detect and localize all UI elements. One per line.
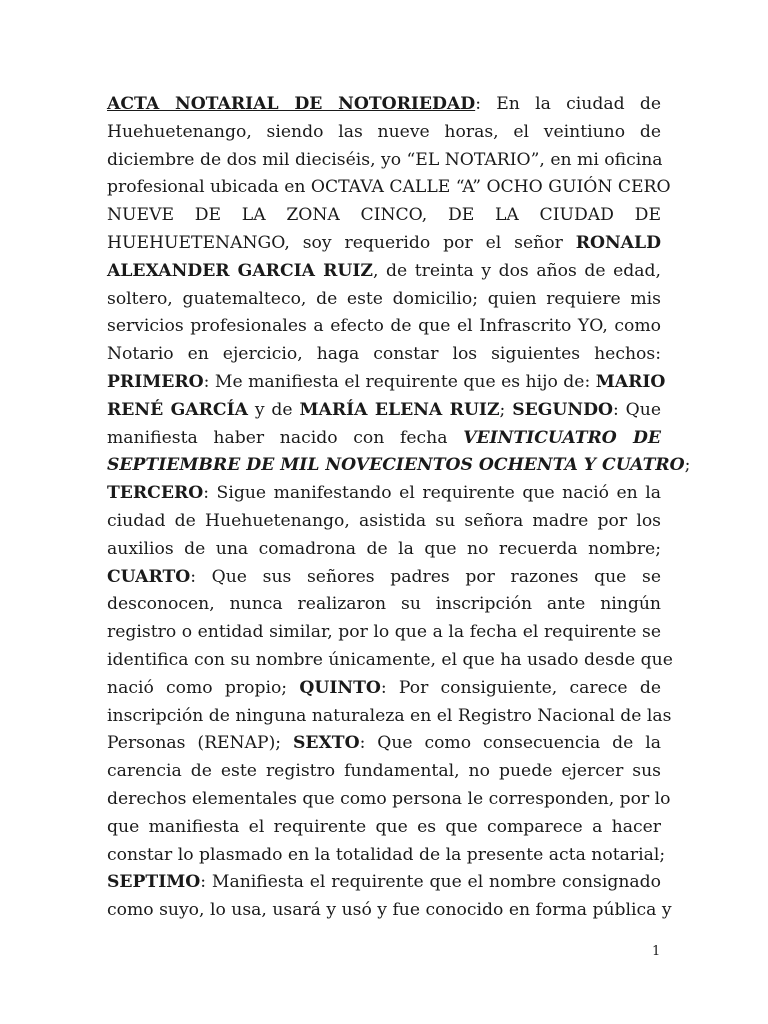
text-run: diciembre de dos mil dieciséis, yo “EL NOTARIO”, en mi oficina: [107, 149, 663, 170]
text-run: ;: [684, 455, 691, 476]
text-run: registro o entidad similar, por lo que a la fecha el requirente se: [107, 622, 661, 643]
text-run: : Me manifiesta el requirente que es hijo de:: [203, 371, 596, 392]
text-line: [107, 897, 672, 925]
emphasis-run: CUARTO: [107, 566, 191, 587]
text-run: : Por consiguiente, carece de: [380, 677, 661, 698]
text-run: constar lo plasmado en la totalidad de la presente acta notarial;: [107, 844, 666, 865]
text-run: auxilios de una comadrona de la que no recuerda nombre;: [107, 538, 661, 559]
emphasis-run: MARÍA ELENA RUIZ: [299, 399, 500, 420]
emphasis-run: SEPTIEMBRE DE MIL NOVECIENTOS OCHENTA Y CUATRO: [107, 455, 685, 476]
text-run: profesional ubicada en OCTAVA CALLE “A” OCHO GUIÓN CERO: [107, 177, 671, 198]
text-run: : Manifiesta el requirente que el nombre consignado: [200, 872, 661, 893]
emphasis-run: SEXTO: [292, 733, 360, 754]
text-run: soltero, guatemalteco, de este domicilio; quien requiere mis: [107, 288, 661, 309]
text-run: ;: [499, 399, 513, 420]
text-run: : Que sus señores padres por razones que se: [190, 566, 661, 587]
text-line: [107, 814, 661, 842]
text-run: HUEHUETENANGO, soy requerido por el señor: [107, 232, 576, 253]
text-run: y de: [247, 399, 300, 420]
text-run: NUEVE DE LA ZONA CINCO, DE LA CIUDAD DE: [107, 205, 661, 226]
text-line: [107, 591, 661, 619]
text-line: [107, 174, 671, 202]
text-run: derechos elementales que como persona le corresponden, por lo: [107, 788, 671, 809]
emphasis-run: SEPTIMO: [107, 872, 201, 893]
text-line: [107, 119, 661, 147]
emphasis-run: ALEXANDER GARCIA RUIZ: [107, 260, 373, 281]
text-line: [107, 536, 661, 564]
text-line: [107, 564, 661, 592]
text-line: [107, 313, 661, 341]
text-run: como suyo, lo usa, usará y usó y fue conocido en forma pública y: [107, 900, 672, 921]
text-run: manifiesta haber nacido con fecha: [107, 427, 464, 448]
text-run: : Que como consecuencia de la: [359, 733, 661, 754]
text-line: [107, 258, 661, 286]
emphasis-run: MARIO: [595, 371, 666, 392]
text-run: Notario en ejercicio, haga constar los siguientes hechos:: [107, 344, 661, 365]
text-line: [107, 508, 661, 536]
text-line: [107, 647, 673, 675]
text-line: [107, 452, 691, 480]
text-line: [107, 91, 661, 119]
text-line: [107, 786, 671, 814]
text-run: inscripción de ninguna naturaleza en el Registro Nacional de las: [107, 705, 672, 726]
text-line: [107, 730, 661, 758]
text-line: [107, 369, 666, 397]
emphasis-run: RONALD: [575, 232, 661, 253]
text-run: : Que: [613, 399, 662, 420]
text-line: [107, 425, 661, 453]
emphasis-run: QUINTO: [299, 677, 381, 698]
emphasis-run: RENÉ GARCÍA: [107, 399, 248, 420]
emphasis-run: PRIMERO: [107, 371, 204, 392]
text-run: Huehuetenango, siendo las nueve horas, el veintiuno de: [107, 121, 661, 142]
text-line: [107, 147, 661, 175]
page-number: 1: [652, 944, 661, 959]
text-run: identifica con su nombre únicamente, el que ha usado desde que: [107, 649, 673, 670]
text-run: nació como propio;: [107, 677, 300, 698]
text-line: [107, 869, 661, 897]
text-line: [107, 703, 672, 731]
text-run: que manifiesta el requirente que es que comparece a hacer: [107, 816, 661, 837]
emphasis-run: VEINTICUATRO DE: [463, 427, 661, 448]
text-run: , de treinta y dos años de edad,: [372, 260, 661, 281]
text-line: [107, 397, 661, 425]
emphasis-run: TERCERO: [107, 483, 204, 504]
text-run: Personas (RENAP);: [107, 733, 293, 754]
text-run: servicios profesionales a efecto de que el Infrascrito YO, como: [107, 316, 661, 337]
text-run: carencia de este registro fundamental, no puede ejercer sus: [107, 761, 661, 782]
text-line: [107, 202, 661, 230]
text-run: ciudad de Huehuetenango, asistida su señora madre por los: [107, 510, 661, 531]
text-run: : En la ciudad de: [475, 94, 662, 114]
text-line: [107, 619, 661, 647]
document-body: [107, 91, 691, 925]
text-line: [107, 480, 661, 508]
text-line: [107, 842, 666, 870]
text-line: [107, 675, 661, 703]
text-line: [107, 758, 661, 786]
emphasis-run: SEGUNDO: [512, 399, 613, 420]
text-line: [107, 286, 661, 314]
text-run: desconocen, nunca realizaron su inscripción ante ningún: [107, 594, 661, 615]
document-title: ACTA NOTARIAL DE NOTORIEDAD: [107, 94, 476, 114]
text-run: : Sigue manifestando el requirente que nació en la: [203, 483, 661, 504]
text-line: [107, 341, 661, 369]
text-line: [107, 230, 661, 258]
